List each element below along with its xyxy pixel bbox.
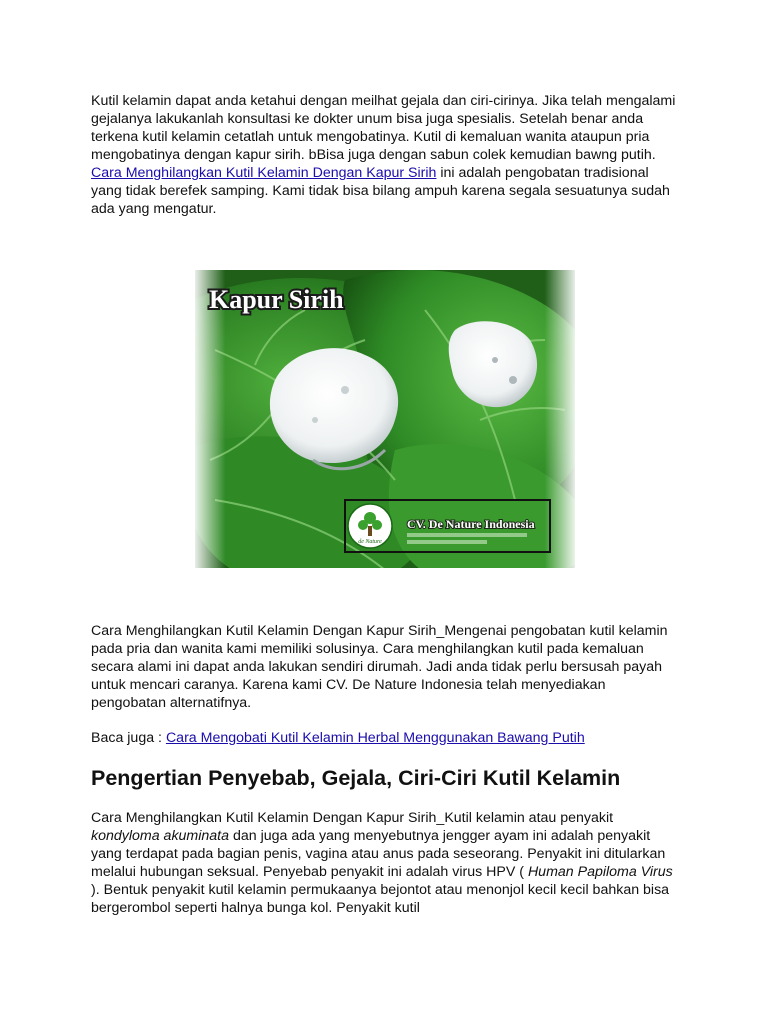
paragraph-kapur-sirih: Cara Menghilangkan Kutil Kelamin Dengan Kapur Sirih_Mengenai pengobatan kutil kelamin pada pria dan wanita kami memiliki solusinya. Cara menghilangkan kutil pada kemaluan secara alami ini dapat anda lakukan sendiri dirumah. Jadi anda tidak perlu bersusah payah untuk mencari caranya. Karena kami CV. De Nature Indonesia telah menyediakan pengobatan alternatifnya. <box>91 623 668 711</box>
intro-text-start: Kutil kelamin dapat anda ketahui dengan meilhat gejala dan ciri-cirinya. Jika telah mengalami gejalanya lakukanlah konsultasi ke dokter unum bisa juga spesialis. Setelah benar anda terkena kutil kelamin cetatlah untuk mengobatinya. Kutil di kemaluan wanita ataupun pria mengobatinya dengan kapur sirih. bBisa juga dengan sabun colek kemudian bawng putih. <box>91 93 676 163</box>
definition-text-3: ). Bentuk penyakit kutil kelamin permukaanya bejontot atau menonjol kecil kecil bahkan bisa bergerombol seperti halnya bunga kol. Penyakit kutil <box>91 882 670 916</box>
definition-text-2: dan juga ada yang menyebutnya jengger ayam ini adalah penyakit yang terdapat pada bagian penis, vagina atau anus pada seseorang. Penyakit ini ditularkan melalui hubungan seksual. Penyebab penyakit ini adalah virus HPV ( <box>91 828 666 880</box>
image-title: Kapur Sirih <box>209 285 344 314</box>
intro-paragraph <box>91 92 681 218</box>
term-hpv: Human Papiloma Virus <box>527 864 673 880</box>
paragraph-definition <box>91 809 681 917</box>
intro-text-end: ini adalah pengobatan tradisional yang tidak berefek samping. Kami tidak bisa bilang ampuh karena segala sesuatunya sudah ada yang mengatur. <box>91 165 670 217</box>
section-heading: Pengertian Penyebab, Gejala, Ciri-Ciri Kutil Kelamin <box>91 766 621 790</box>
term-kondyloma: kondyloma akuminata <box>91 828 230 844</box>
bawang-putih-article-link[interactable]: Cara Mengobati Kutil Kelamin Herbal Menggunakan Bawang Putih <box>165 730 585 746</box>
read-also-label: Baca juga : <box>91 730 166 746</box>
kapur-sirih-illustration <box>195 270 575 568</box>
logo-company-name: CV. De Nature Indonesia <box>407 517 535 531</box>
logo-small-text: de Nature <box>358 539 382 545</box>
read-also-line <box>91 729 681 747</box>
kapur-sirih-article-link[interactable]: Cara Menghilangkan Kutil Kelamin Dengan Kapur Sirih <box>91 165 437 181</box>
definition-text-1: Cara Menghilangkan Kutil Kelamin Dengan Kapur Sirih_Kutil kelamin atau penyakit <box>91 810 614 826</box>
kapur-sirih-image <box>195 270 575 568</box>
